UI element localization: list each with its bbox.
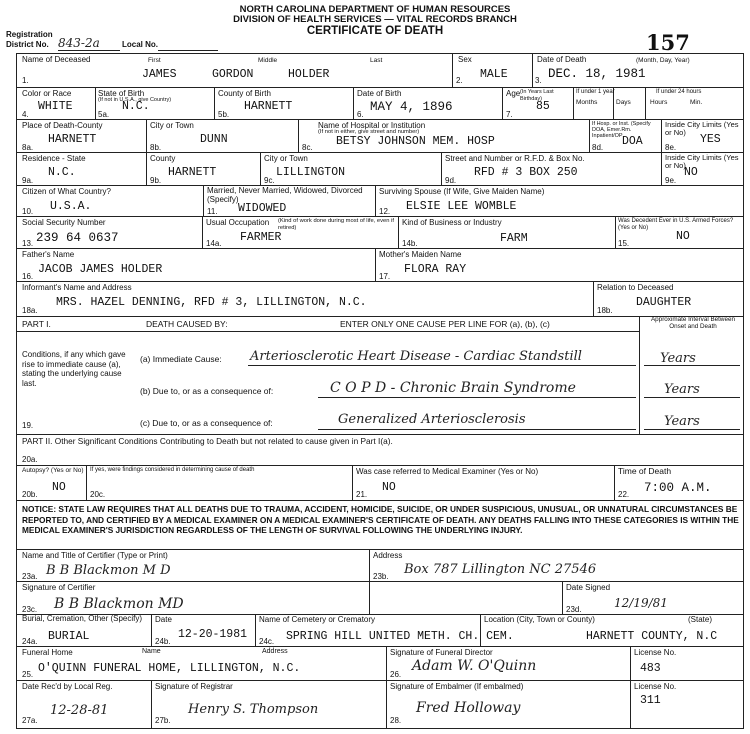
item-num: 5b.: [218, 110, 230, 119]
residence-street: RFD # 3 BOX 250: [474, 166, 578, 179]
label-date-birth: Date of Birth: [357, 89, 402, 98]
label-burial-date: Date: [155, 615, 172, 624]
label-location: Location (City, Town or County): [484, 615, 595, 624]
disposition-method: BURIAL: [48, 630, 90, 643]
label-days: Days: [616, 99, 631, 106]
item-num: 18a.: [22, 306, 38, 315]
social-security-number: 239 64 0637: [36, 231, 119, 245]
item-num: 3.: [535, 76, 542, 85]
item-num: 23c.: [22, 605, 38, 614]
label-sig-director: Signature of Funeral Director: [390, 648, 493, 657]
label-certifier: Name and Title of Certifier (Type or Print): [22, 551, 168, 560]
item-num: 14b.: [402, 239, 418, 248]
mother-maiden-name: FLORA RAY: [404, 263, 467, 276]
time-of-death: 7:00 A.M.: [644, 481, 712, 495]
label-spouse: Surviving Spouse (If Wife, Give Maiden Name): [379, 187, 545, 196]
label-autopsy: Autopsy? (Yes or No): [22, 467, 84, 474]
label-conditions: Conditions, if any which gave rise to immediate cause (a), stating the underlying cause last.: [22, 350, 126, 388]
item-num: 13.: [22, 239, 34, 248]
district-label: District No.: [6, 40, 49, 49]
label-sex: Sex: [458, 55, 472, 64]
deceased-last-name: HOLDER: [288, 68, 330, 81]
date-of-birth: MAY 4, 1896: [370, 100, 453, 114]
deceased-middle-name: GORDON: [212, 68, 254, 81]
registration-label: Registration: [6, 30, 53, 39]
label-part1: PART I.: [22, 319, 51, 329]
hospital-name: BETSY JOHNSON MEM. HOSP: [336, 135, 495, 148]
citizenship: U.S.A.: [50, 200, 92, 213]
label-cause-b: (b) Due to, or as a consequence of:: [140, 386, 274, 396]
item-num: 14a.: [206, 239, 222, 248]
label-father: Father's Name: [22, 250, 75, 259]
label-sig-embalmer: Signature of Embalmer (If embalmed): [390, 682, 524, 691]
label-hospital-note: (If not in either, give street and number): [318, 129, 420, 135]
burial-date: 12-20-1981: [178, 628, 248, 641]
label-medical-examiner: Was case referred to Medical Examiner (Yes or No): [356, 467, 539, 476]
cause-c-handwritten: Generalized Arteriosclerosis: [338, 412, 526, 427]
label-residence: Residence - State: [22, 154, 86, 163]
item-num: 24a.: [22, 637, 38, 646]
item-num: 2.: [456, 76, 463, 85]
label-sig-certifier: Signature of Certifier: [22, 583, 96, 592]
item-num: 22.: [618, 490, 630, 499]
residence-county: HARNETT: [168, 166, 217, 179]
item-num: 12.: [379, 207, 391, 216]
residence-state: N.C.: [48, 166, 76, 179]
label-date-signed: Date Signed: [566, 583, 611, 592]
item-num: 18b.: [597, 306, 613, 315]
label-caused-by: DEATH CAUSED BY:: [146, 319, 228, 329]
item-num: 9d.: [445, 176, 457, 185]
header-division: DIVISION OF HEALTH SERVICES — VITAL RECORDS BRANCH: [233, 14, 517, 25]
item-num: 1.: [22, 76, 29, 85]
label-relation: Relation to Deceased: [597, 283, 674, 292]
item-num: 8a.: [22, 143, 34, 152]
header-agency: NORTH CAROLINA DEPARTMENT OF HUMAN RESOURCES: [239, 4, 511, 15]
funeral-home-name: O'QUINN FUNERAL HOME, LILLINGTON, N.C.: [38, 662, 301, 675]
label-marital: Married, Never Married, Widowed, Divorced (Specify): [207, 186, 363, 204]
item-num: 7.: [506, 110, 513, 119]
funeral-director-signature: Adam W. O'Quinn: [412, 658, 537, 674]
cause-a-handwritten: Arteriosclerotic Heart Disease - Cardiac Standstill: [250, 349, 582, 364]
date-received: 12-28-81: [50, 703, 109, 718]
interval-a: Years: [660, 351, 696, 366]
item-num: 8e.: [665, 143, 677, 152]
item-num: 20b.: [22, 490, 38, 499]
item-num: 28.: [390, 716, 402, 725]
cause-b-handwritten: C O P D - Chronic Brain Syndrome: [330, 380, 576, 396]
label-cause-a: (a) Immediate Cause:: [140, 354, 222, 364]
label-months: Months: [576, 99, 598, 106]
item-num: 27a.: [22, 716, 38, 725]
item-num: 11.: [207, 207, 218, 216]
certificate-number: 157: [646, 30, 690, 55]
item-num: 27b.: [155, 716, 171, 725]
label-mother: Mother's Maiden Name: [379, 250, 462, 259]
label-cause-c: (c) Due to, or as a consequence of:: [140, 418, 273, 428]
label-middle: Middle: [258, 57, 278, 64]
death-county: HARNETT: [48, 133, 97, 146]
armed-forces-value: NO: [676, 230, 690, 243]
residence-city: LILLINGTON: [276, 166, 346, 179]
item-num: 24c.: [259, 637, 275, 646]
autopsy-value: NO: [52, 481, 66, 494]
father-name: JACOB JAMES HOLDER: [38, 263, 163, 276]
label-state-birth: State of Birth: [98, 89, 145, 98]
item-num: 9a.: [22, 176, 34, 185]
deceased-first-name: JAMES: [142, 68, 177, 81]
label-place-death: Place of Death-County: [22, 121, 103, 130]
label-city-town: City or Town: [150, 121, 194, 130]
label-county: County: [150, 154, 176, 163]
item-num: 6.: [357, 110, 364, 119]
hospital-status: DOA: [622, 135, 643, 148]
surviving-spouse: ELSIE LEE WOMBLE: [406, 200, 517, 213]
label-inside-city-res: Inside City Limits (Yes or No): [665, 153, 739, 170]
label-part2: PART II. Other Significant Conditions Contributing to Death but not related to cause given in Part I(a).: [22, 436, 393, 446]
label-license-embalmer: License No.: [634, 682, 677, 691]
license-director: 483: [640, 662, 661, 675]
local-label: Local No.: [122, 40, 159, 49]
label-fh-name: Name: [142, 648, 161, 655]
cemetery-name: SPRING HILL UNITED METH. CH. CEM.: [286, 630, 514, 643]
label-age-years: (In Years Last Birthday): [520, 89, 554, 102]
item-num: 21.: [356, 490, 368, 499]
burial-location: HARNETT COUNTY, N.C: [586, 630, 718, 643]
county-of-birth: HARNETT: [244, 100, 293, 113]
label-occupation-note: (Kind of work done during most of life, even if retired): [278, 218, 394, 231]
item-num: 8c.: [302, 143, 313, 152]
label-county-birth: County of Birth: [218, 89, 271, 98]
item-num: 19.: [22, 421, 34, 430]
label-hospital: Name of Hospital or Institution: [318, 121, 426, 130]
label-fh-address: Address: [262, 648, 288, 655]
item-num: 23a.: [22, 572, 38, 581]
certifier-address: Box 787 Lillington NC 27546: [404, 562, 597, 577]
label-state: (State): [688, 615, 713, 624]
inside-city-residence: NO: [684, 166, 698, 179]
item-num: 8d.: [592, 143, 604, 152]
item-num: 26.: [390, 670, 402, 679]
label-res-city: City or Town: [264, 154, 308, 163]
item-num: 24b.: [155, 637, 171, 646]
item-num: 10.: [22, 207, 34, 216]
interval-c: Years: [664, 414, 700, 429]
inside-city-death: YES: [700, 133, 721, 146]
item-num: 4.: [22, 110, 29, 119]
label-ssn: Social Security Number: [22, 218, 106, 227]
label-state-birth-note: (If not in U.S.A., give Country): [98, 97, 172, 103]
relation-value: DAUGHTER: [636, 296, 692, 309]
label-industry: Kind of Business or Industry: [402, 218, 502, 227]
certifier-name: B B Blackmon M D: [46, 563, 171, 578]
interval-b: Years: [664, 382, 700, 397]
label-under-year: If under 1 year: [576, 89, 615, 95]
label-sig-registrar: Signature of Registrar: [155, 682, 233, 691]
item-num: 9c.: [264, 176, 275, 185]
district-number: 843-2a: [58, 36, 100, 50]
item-num: 9b.: [150, 176, 162, 185]
item-num: 25.: [22, 670, 34, 679]
label-funeral-home: Funeral Home: [22, 648, 73, 657]
label-date-death: Date of Death: [537, 55, 587, 64]
label-hours: Hours: [650, 99, 668, 106]
certifier-signature: B B Blackmon MD: [54, 596, 184, 612]
page-title: CERTIFICATE OF DEATH: [306, 25, 444, 37]
marital-status: WIDOWED: [238, 202, 287, 215]
industry-value: FARM: [500, 232, 528, 245]
label-race: Color or Race: [22, 89, 72, 98]
label-inside-city-death: Inside City Limits (Yes or No): [665, 120, 739, 137]
age-value: 85: [536, 100, 550, 113]
item-num: 5a.: [98, 110, 110, 119]
label-burial: Burial, Cremation, Other (Specify): [22, 614, 143, 623]
label-address: Address: [373, 551, 403, 560]
label-cemetery: Name of Cemetery or Crematory: [259, 615, 376, 624]
label-first: First: [148, 57, 161, 64]
label-armed: Was Decedent Ever in U.S. Armed Forces? (Yes or No): [618, 218, 734, 231]
item-num: 15.: [618, 239, 630, 248]
label-age: Age: [506, 89, 521, 98]
item-num: 16.: [22, 272, 34, 281]
race-value: WHITE: [38, 100, 73, 113]
label-citizen: Citizen of What Country?: [22, 187, 111, 196]
informant-name-address: MRS. HAZEL DENNING, RFD # 3, LILLINGTON, N.C.: [56, 296, 367, 309]
item-num: 23d.: [566, 605, 582, 614]
label-time-death: Time of Death: [618, 466, 672, 476]
item-num: 9e.: [665, 176, 677, 185]
license-embalmer: 311: [640, 694, 661, 707]
registrar-signature: Henry S. Thompson: [188, 702, 319, 717]
death-city: DUNN: [200, 133, 228, 146]
notice-text: NOTICE: STATE LAW REQUIRES THAT ALL DEATHS DUE TO TRAUMA, ACCIDENT, HOMICIDE, SUICIDE, OR UNDER SUSPICIOUS, UNUSUAL, OR UNNATURAL CIRCUMSTANCES BE REPORTED TO, AND CERTIFIED BY A MEDICAL EXAMINER ON A MEDICAL EXAMINER'S CERTIFICATE OF DEATH. ANY DEATHS FALLING INTO THESE CATEGORIES IS WITHIN THE MEDICAL EXAMINER'S JURISDICTION REGARDLESS OF THE LENGTH OF SURVIVAL FOLLOWING THE UNDERLYING INJURY.: [22, 504, 739, 535]
state-of-birth: N.C.: [122, 100, 150, 113]
label-min: Min.: [690, 99, 703, 106]
medical-examiner-value: NO: [382, 481, 396, 494]
item-num: 23b.: [373, 572, 389, 581]
date-signed: 12/19/81: [614, 596, 668, 610]
label-mdy: (Month, Day, Year): [636, 57, 690, 64]
item-num: 20a.: [22, 455, 38, 464]
embalmer-signature: Fred Holloway: [416, 700, 521, 716]
item-num: 20c.: [90, 490, 106, 499]
label-findings: If yes, were findings considered in determining cause of death: [90, 467, 255, 473]
label-occupation: Usual Occupation: [206, 218, 270, 227]
label-hosp-status: If Hosp. or Inst. (Specify DOA, Emer.Rm. Inpatient/OP: [592, 121, 651, 139]
label-street: Street and Number or R.F.D. & Box No.: [445, 154, 585, 163]
deceased-sex: MALE: [480, 68, 508, 81]
label-interval: Approximate Interval Between Onset and Death: [650, 316, 735, 330]
label-last: Last: [370, 57, 383, 64]
label-under-day: If under 24 hours: [656, 89, 702, 95]
date-of-death: DEC. 18, 1981: [548, 67, 646, 81]
occupation-value: FARMER: [240, 231, 282, 244]
label-license-director: License No.: [634, 648, 677, 657]
label-one-cause: ENTER ONLY ONE CAUSE PER LINE FOR (a), (b), (c): [340, 319, 550, 329]
item-num: 8b.: [150, 143, 162, 152]
label-informant: Informant's Name and Address: [22, 283, 132, 292]
label-date-recd: Date Rec'd by Local Reg.: [22, 682, 113, 691]
item-num: 17.: [379, 272, 391, 281]
label-deceased: Name of Deceased: [22, 55, 91, 64]
